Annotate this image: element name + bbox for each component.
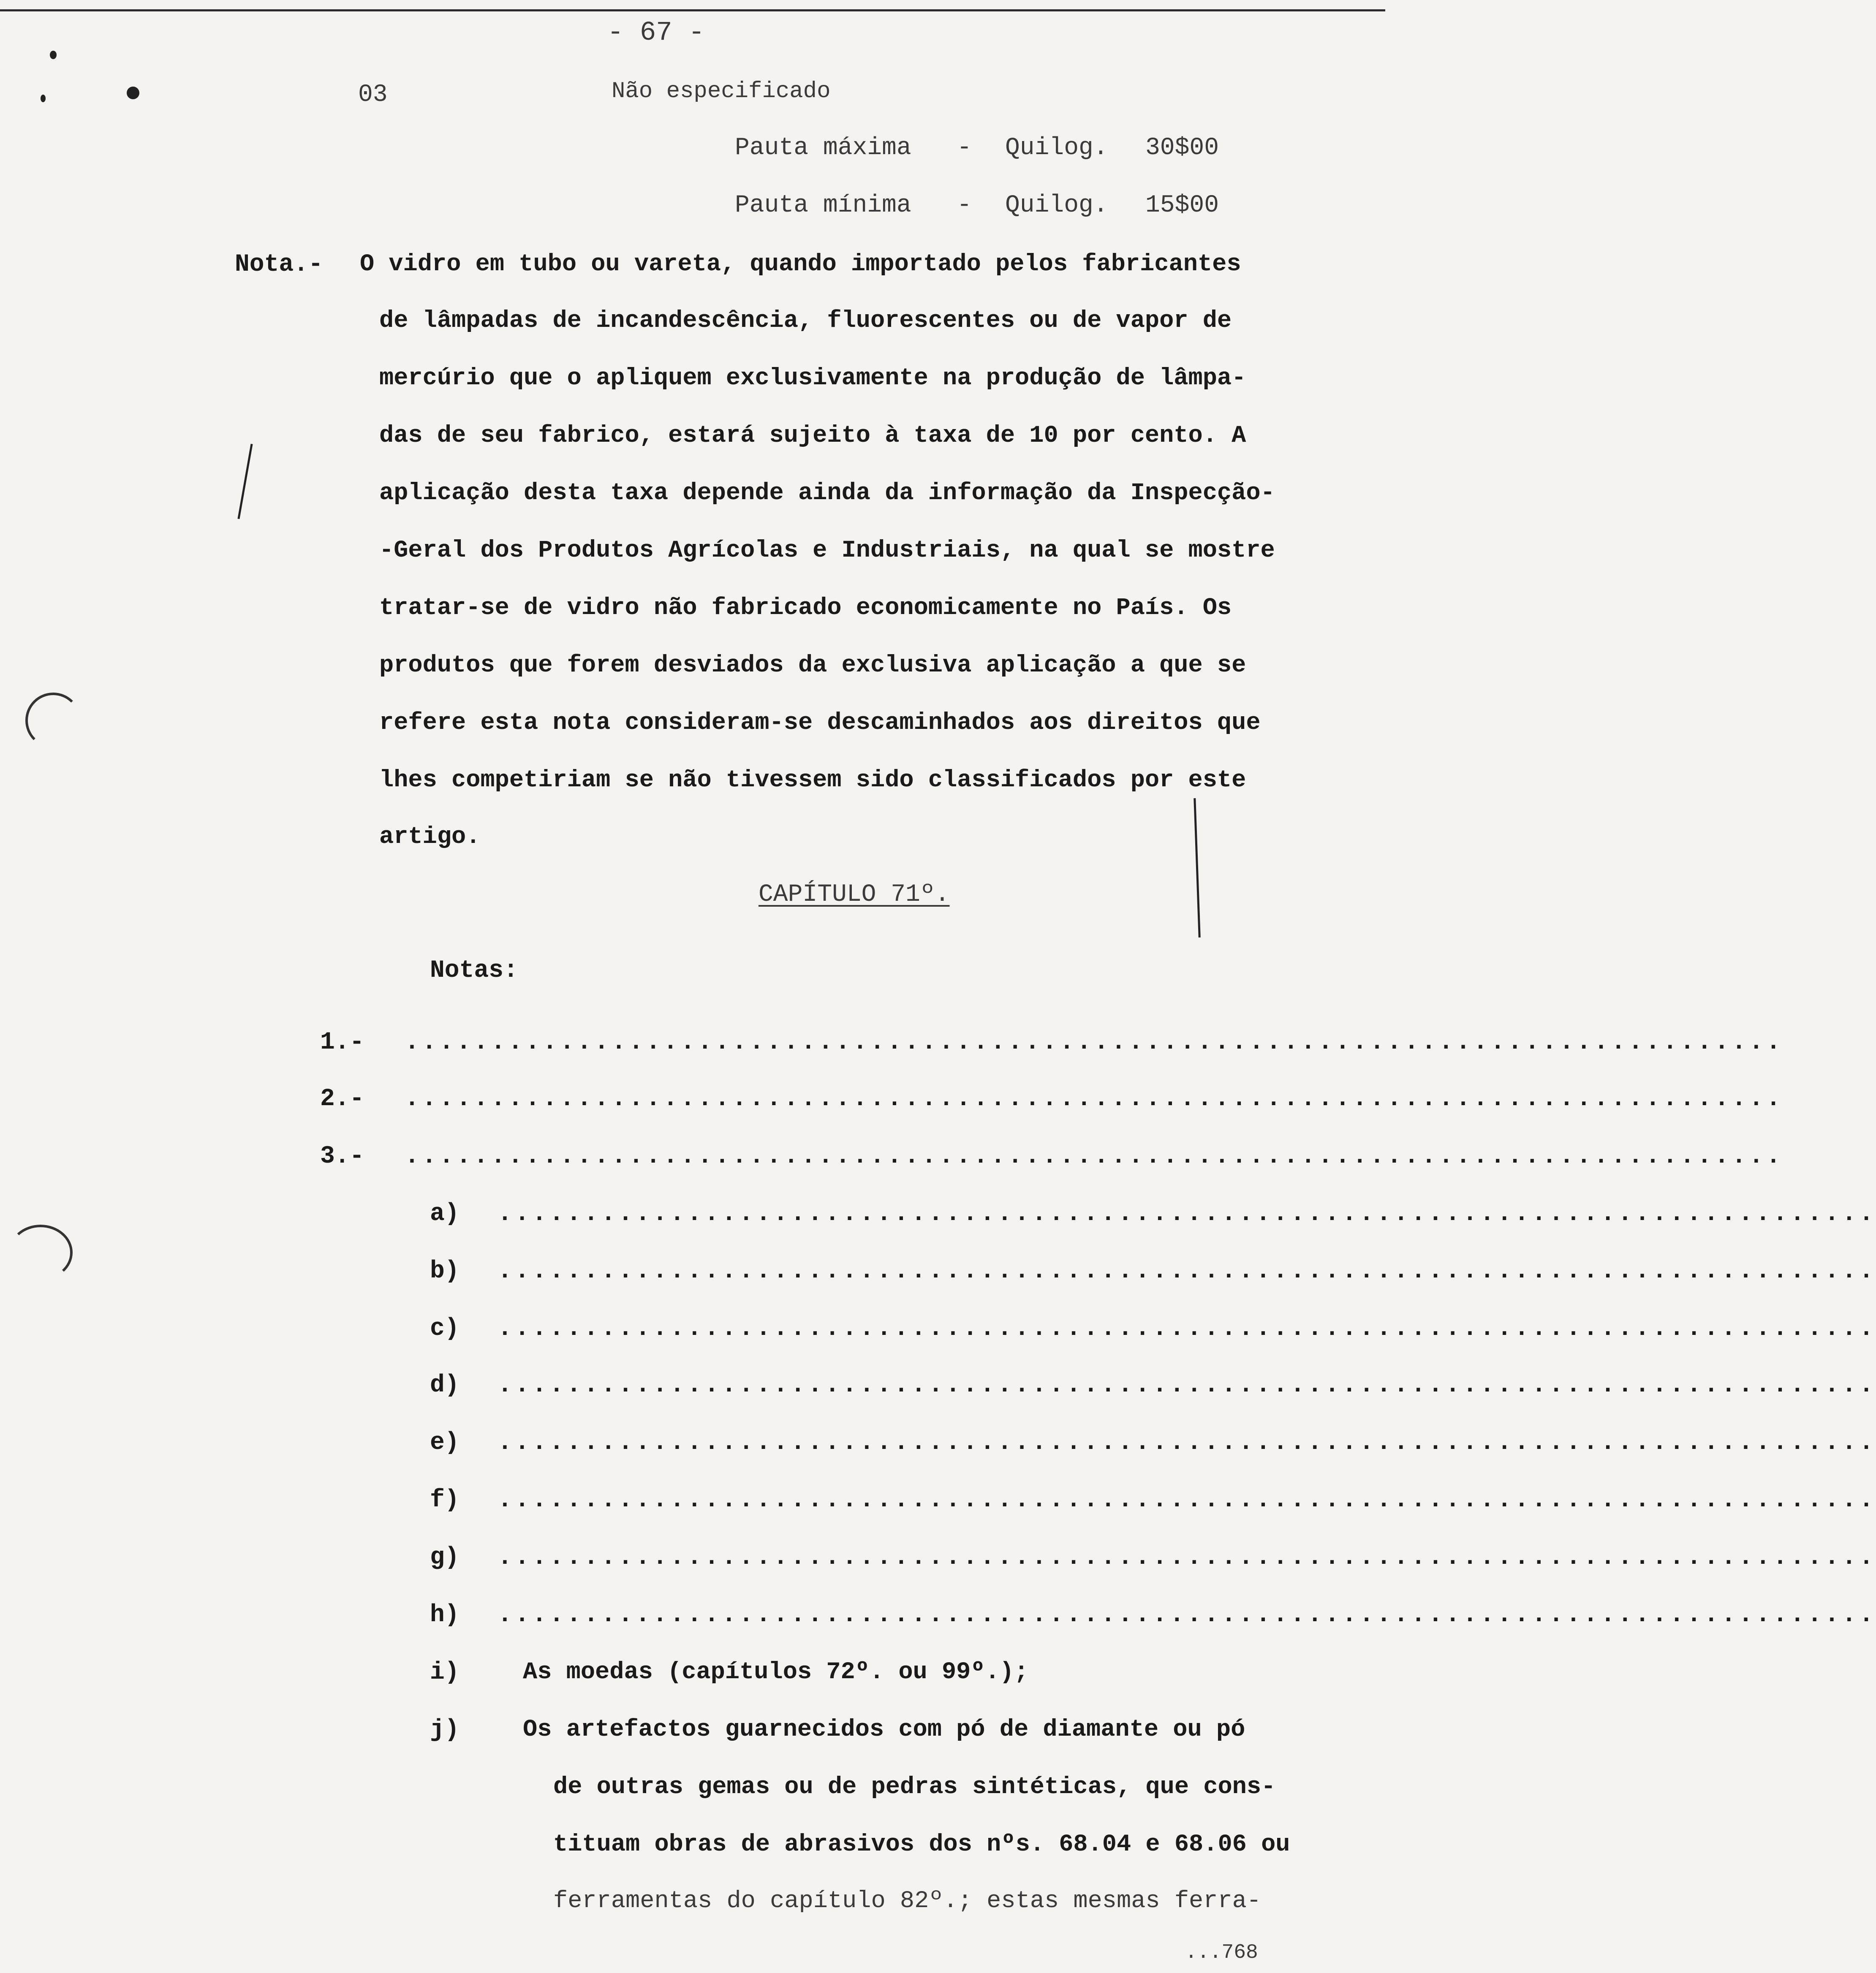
pauta-max-dash: - <box>957 134 972 162</box>
dotted-leader: ................................................................................ <box>405 1143 1784 1170</box>
margin-mark <box>237 444 253 519</box>
nota-line: produtos que forem desviados da exclusiva aplicação a que se <box>379 652 1246 679</box>
pauta-min-value: 15$00 <box>1145 192 1219 219</box>
binding-hole-mark <box>25 693 81 748</box>
nota-line: -Geral dos Produtos Agrícolas e Industriais, na qual se mostre <box>379 537 1275 564</box>
sub-item-letter: c) <box>430 1315 459 1343</box>
nota-line: aplicação desta taxa depende ainda da informação da Inspecção- <box>379 480 1275 507</box>
dotted-leader: ................................................................................ <box>498 1544 1876 1571</box>
top-border-line <box>0 9 1385 11</box>
pauta-min-unit: Quilog. <box>1005 192 1108 219</box>
pauta-max-value: 30$00 <box>1145 134 1219 162</box>
scan-speck <box>127 87 139 99</box>
sub-item-letter: d) <box>430 1372 459 1399</box>
pauta-min-label: Pauta mínima <box>735 192 911 219</box>
nota-line: O vidro em tubo ou vareta, quando importado pelos fabricantes <box>360 251 1241 278</box>
item-code: 03 <box>358 81 388 109</box>
nota-line: refere esta nota consideram-se descaminhados aos direitos que <box>379 709 1261 736</box>
dotted-leader: ................................................................................ <box>405 1029 1784 1056</box>
nota-line: das de seu fabrico, estará sujeito à taxa de 10 por cento. A <box>379 422 1246 449</box>
binding-hole-mark <box>8 1225 73 1280</box>
scan-speck <box>41 95 46 102</box>
notas-label: Notas: <box>430 957 518 984</box>
sub-item-letter: i) <box>430 1659 459 1686</box>
sub-item-letter: e) <box>430 1429 459 1457</box>
nota-line: lhes competiriam se não tivessem sido classificados por este <box>379 767 1246 794</box>
continuation-marker: ...768 <box>1185 1941 1258 1964</box>
nota-label: Nota.- <box>235 251 323 278</box>
sub-item-text: As moedas (capítulos 72º. ou 99º.); <box>523 1659 1029 1686</box>
pauta-max-unit: Quilog. <box>1005 134 1108 162</box>
chapter-heading: CAPÍTULO 71º. <box>759 881 950 908</box>
dotted-leader: ................................................................................ <box>405 1085 1784 1113</box>
pauta-max-label: Pauta máxima <box>735 134 911 162</box>
nota-line: mercúrio que o apliquem exclusivamente na produção de lâmpa- <box>379 365 1246 392</box>
dotted-leader: ................................................................................ <box>498 1429 1876 1457</box>
note-number: 3.- <box>320 1143 364 1170</box>
note-number: 2.- <box>320 1085 364 1113</box>
pauta-min-dash: - <box>957 192 972 219</box>
sub-item-text: tituam obras de abrasivos dos nºs. 68.04 e 68.06 ou <box>553 1831 1290 1858</box>
dotted-leader: ................................................................................ <box>498 1487 1876 1514</box>
nota-line: tratar-se de vidro não fabricado economicamente no País. Os <box>379 595 1232 622</box>
sub-item-letter: g) <box>430 1544 459 1571</box>
dotted-leader: ................................................................................ <box>498 1200 1876 1228</box>
sub-item-letter: j) <box>430 1716 459 1744</box>
sub-item-text: ferramentas do capítulo 82º.; estas mesmas ferra- <box>553 1888 1262 1915</box>
sub-item-text: de outras gemas ou de pedras sintéticas, que cons- <box>553 1774 1276 1801</box>
sub-item-letter: b) <box>430 1258 459 1285</box>
sub-item-letter: f) <box>430 1487 459 1514</box>
dotted-leader: ................................................................................ <box>498 1372 1876 1399</box>
dotted-leader: ................................................................................ <box>498 1601 1876 1629</box>
nota-line: de lâmpadas de incandescência, fluorescentes ou de vapor de <box>379 307 1232 334</box>
item-description: Não especificado <box>612 79 831 104</box>
sub-item-letter: a) <box>430 1200 459 1228</box>
scan-speck <box>50 51 57 59</box>
page-number: - 67 - <box>607 18 705 48</box>
sub-item-text: Os artefactos guarnecidos com pó de diamante ou pó <box>523 1716 1245 1743</box>
sub-item-letter: h) <box>430 1601 459 1629</box>
margin-mark <box>1194 798 1201 938</box>
dotted-leader: ................................................................................ <box>498 1315 1876 1343</box>
dotted-leader: ................................................................................ <box>498 1258 1876 1285</box>
nota-line: artigo. <box>379 823 481 851</box>
note-number: 1.- <box>320 1029 364 1056</box>
